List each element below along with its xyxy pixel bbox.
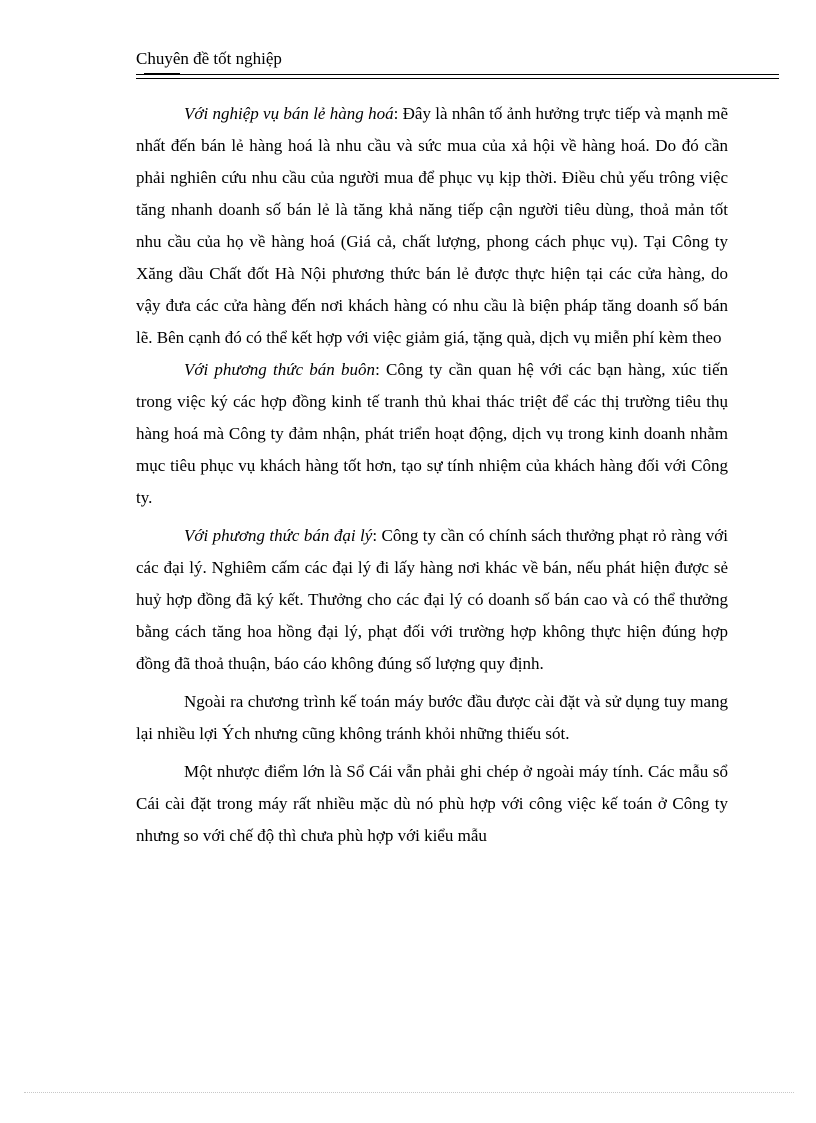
paragraph-retail [136,98,728,354]
paragraph-text: Ngoài ra chương trình kế toán máy bước đầu được cài đặt và sử dụng tuy mang lại nhiều lợi Ých nhưng cũng không tránh khỏi những thiếu sót. [136,692,728,743]
paragraph-ledger [136,756,728,852]
page-footer-line [24,1092,794,1093]
header-rule-bottom [136,78,779,79]
paragraph-text: Một nhược điểm lớn là Sổ Cái vẫn phải ghi chép ở ngoài máy tính. Các mẫu sổ Cái cài đặt trong máy rất nhiều mặc dù nó phù hợp với công việc kế toán ở Công ty nhưng so với chế độ thì chưa phù hợp với kiểu mẫu [136,762,728,845]
paragraph-lead: Với phương thức bán đại lý [184,526,373,545]
paragraph-lead: Với phương thức bán buôn [184,360,376,379]
paragraph-text: : Công ty cần quan hệ với các bạn hàng, xúc tiến trong việc ký các hợp đồng kinh tế tranh thủ khai thác triệt để các thị trường tiêu thụ hàng hoá mà Công ty đảm nhận, phát triển hoạt động, dịch vụ trong kinh doanh nhằm mục tiêu phục vụ khách hàng tốt hơn, tạo sự tính nhiệm của khách hàng đối với Công ty. [136,360,728,507]
header-title: Chuyên đề tốt nghiệp [136,49,282,68]
page-header [136,48,779,70]
paragraph-text: : Đây là nhân tố ảnh hưởng trực tiếp và mạnh mẽ nhất đến bán lẻ hàng hoá là nhu cầu và sức mua của xả hội về hàng hoá. Do đó cần phải nghiên cứu nhu cầu của người mua để phục vụ kịp thời. Điều chủ yếu trông việc tăng nhanh doanh số bán lẻ là tăng khả năng tiếp cận người tiêu dùng, thoả mản tốt nhu cầu của họ về hàng hoá (Giá cả, chất lượng, phong cách phục vụ). Tại Công ty Xăng dầu Chất đốt Hà Nội phương thức bán lẻ được thực hiện tại các cửa hàng, do vậy đưa các cửa hàng đến nơi khách hàng có nhu cầu là biện pháp tăng doanh số bán lẽ. Bên cạnh đó có thể kết hợp với việc giảm giá, tặng quà, dịch vụ miễn phí kèm theo [136,104,728,347]
paragraph-lead: Với nghiệp vụ bán lẻ hàng hoá [184,104,394,123]
paragraph-agency [136,520,728,680]
header-rule-top [136,74,779,75]
paragraph-accounting-software [136,686,728,750]
paragraph-text: : Công ty cần có chính sách thưởng phạt rỏ ràng với các đại lý. Nghiêm cấm các đại lý đi lấy hàng nơi khác về bán, nếu phát hiện được sẻ huỷ hợp đồng đã ký kết. Thưởng cho các đại lý có doanh số bán cao và có thể thưởng bằng cách tăng hoa hồng đại lý, phạt đối với trường hợp không thực hiện đúng hợp đồng đã thoả thuận, báo cáo không đúng số lượng quy định. [136,526,728,673]
paragraph-wholesale [136,354,728,514]
header-accent [144,73,180,75]
document-body [136,98,728,858]
